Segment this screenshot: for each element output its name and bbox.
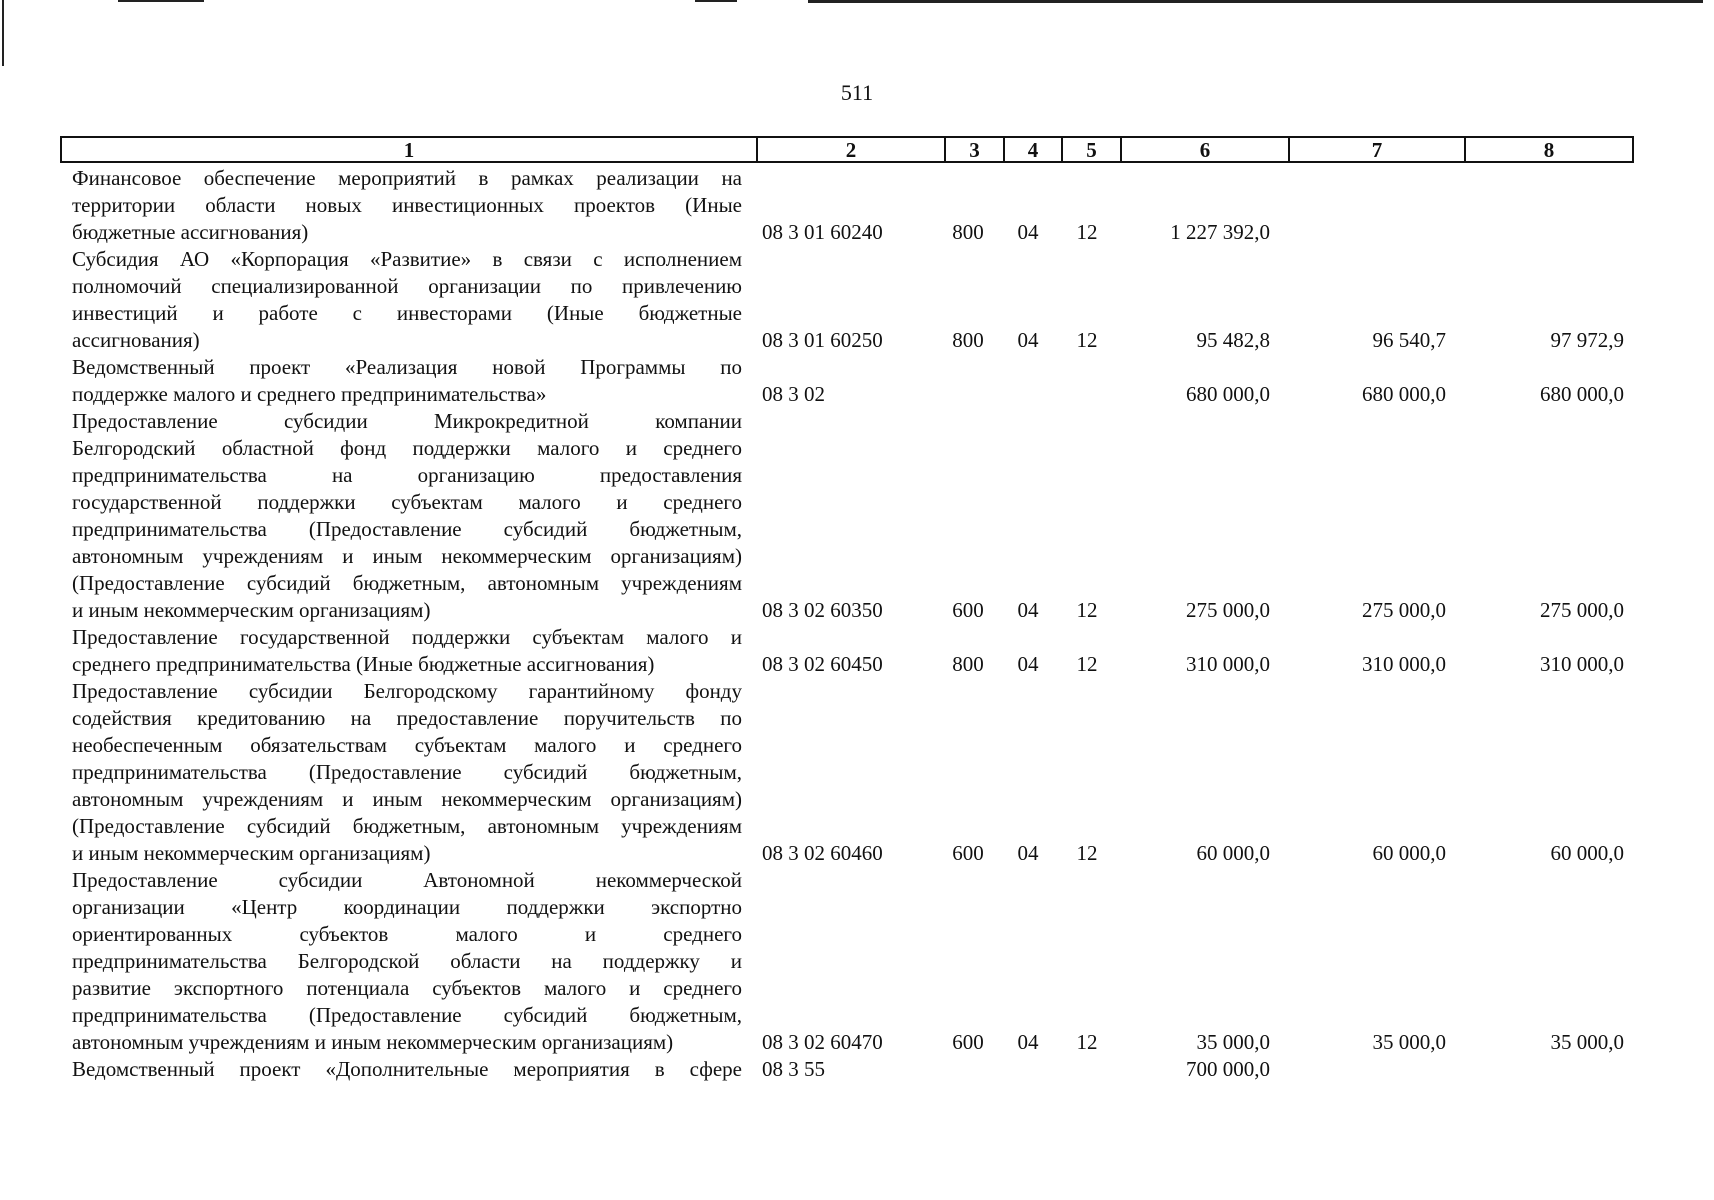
description-line: ориентированных субъектов малого и среднего: [72, 922, 742, 946]
row-col-4: 04: [1017, 1030, 1039, 1054]
row-code: 08 3 02 60460: [762, 841, 883, 865]
row-description: [72, 867, 742, 1056]
description-line: Предоставление субсидии Микрокредитной компании: [72, 409, 742, 433]
row-col-7: 60 000,0: [1372, 841, 1446, 865]
row-col-5: 12: [1076, 220, 1098, 244]
row-col-6: 310 000,0: [1186, 652, 1270, 676]
scan-mark-top-1: [118, 0, 204, 2]
row-col-7: 35 000,0: [1372, 1030, 1446, 1054]
description-line: предпринимательства на организацию предоставления: [72, 463, 742, 487]
description-line: инвестиций и работе с инвесторами (Иные бюджетные: [72, 301, 742, 325]
description-line: предпринимательства Белгородской области на поддержку и: [72, 949, 742, 973]
row-col-3: 800: [952, 652, 984, 676]
row-col-3: 600: [952, 598, 984, 622]
row-col-6: 680 000,0: [1186, 382, 1270, 406]
row-code: 08 3 02 60470: [762, 1030, 883, 1054]
row-description: [72, 246, 742, 354]
header-col-6: 6: [1120, 138, 1288, 161]
scan-mark-left: [2, 0, 4, 66]
header-col-4: 4: [1003, 138, 1061, 161]
page-number: 511: [840, 80, 874, 105]
description-line: Предоставление субсидии Белгородскому гарантийному фонду: [72, 679, 742, 703]
row-col-5: 12: [1076, 841, 1098, 865]
row-col-3: 800: [952, 220, 984, 244]
description-line: среднего предпринимательства (Иные бюджетные ассигнования): [72, 652, 655, 676]
description-line: Финансовое обеспечение мероприятий в рамках реализации на: [72, 166, 742, 190]
row-description: [72, 354, 742, 408]
description-line: ассигнования): [72, 328, 200, 352]
row-code: 08 3 01 60250: [762, 328, 883, 352]
row-col-8: 35 000,0: [1550, 1030, 1624, 1054]
row-description: [72, 678, 742, 867]
description-line: автономным учреждениям и иным некоммерческим организациям): [72, 1030, 674, 1054]
row-code: 08 3 02 60350: [762, 598, 883, 622]
row-col-7: 275 000,0: [1362, 598, 1446, 622]
row-col-7: 680 000,0: [1362, 382, 1446, 406]
row-col-6: 275 000,0: [1186, 598, 1270, 622]
row-description: [72, 165, 742, 246]
description-line: и иным некоммерческим организациям): [72, 598, 431, 622]
description-line: государственной поддержки субъектам малого и среднего: [72, 490, 742, 514]
scan-mark-top-3: [808, 0, 1703, 3]
row-col-3: 800: [952, 328, 984, 352]
description-line: (Предоставление субсидий бюджетным, автономным учреждениям: [72, 814, 742, 838]
row-col-5: 12: [1076, 1030, 1098, 1054]
description-line: автономным учреждениям и иным некоммерческим организациям): [72, 787, 742, 811]
row-col-6: 60 000,0: [1196, 841, 1270, 865]
row-col-3: 600: [952, 841, 984, 865]
description-line: поддержке малого и среднего предпринимательства»: [72, 382, 547, 406]
description-line: бюджетные ассигнования): [72, 220, 309, 244]
description-line: Предоставление государственной поддержки субъектам малого и: [72, 625, 742, 649]
row-col-4: 04: [1017, 841, 1039, 865]
description-line: Ведомственный проект «Реализация новой Программы по: [72, 355, 742, 379]
description-line: автономным учреждениям и иным некоммерческим организациям): [72, 544, 742, 568]
row-col-8: 680 000,0: [1540, 382, 1624, 406]
header-col-1: 1: [403, 138, 415, 162]
description-line: (Предоставление субсидий бюджетным, автономным учреждениям: [72, 571, 742, 595]
row-col-6: 1 227 392,0: [1170, 220, 1270, 244]
header-col-8: 8: [1464, 138, 1632, 161]
description-line: организации «Центр координации поддержки экспортно: [72, 895, 742, 919]
description-line: развитие экспортного потенциала субъектов малого и среднего: [72, 976, 742, 1000]
row-col-4: 04: [1017, 598, 1039, 622]
description-line: содействия кредитованию на предоставление поручительств по: [72, 706, 742, 730]
row-description: [72, 1056, 742, 1083]
description-line: Белгородский областной фонд поддержки малого и среднего: [72, 436, 742, 460]
row-col-4: 04: [1017, 220, 1039, 244]
description-line: полномочий специализированной организации по привлечению: [72, 274, 742, 298]
description-line: Субсидия АО «Корпорация «Развитие» в связи с исполнением: [72, 247, 742, 271]
row-description: [72, 624, 742, 678]
row-code: 08 3 01 60240: [762, 220, 883, 244]
description-line: Ведомственный проект «Дополнительные мероприятия в сфере: [72, 1057, 742, 1081]
row-col-3: 600: [952, 1030, 984, 1054]
row-code: 08 3 55: [762, 1057, 825, 1081]
row-col-6: 700 000,0: [1186, 1057, 1270, 1081]
row-col-5: 12: [1076, 598, 1098, 622]
row-code: 08 3 02: [762, 382, 825, 406]
row-col-8: 60 000,0: [1550, 841, 1624, 865]
scan-mark-top-2: [695, 0, 737, 2]
row-col-5: 12: [1076, 652, 1098, 676]
row-col-7: 96 540,7: [1372, 328, 1446, 352]
description-line: предпринимательства (Предоставление субсидий бюджетным,: [72, 760, 742, 784]
row-code: 08 3 02 60450: [762, 652, 883, 676]
row-col-8: 97 972,9: [1550, 328, 1624, 352]
header-col-3: 3: [944, 138, 1003, 161]
row-col-8: 275 000,0: [1540, 598, 1624, 622]
row-col-6: 35 000,0: [1196, 1030, 1270, 1054]
header-col-7: 7: [1288, 138, 1464, 161]
row-description: [72, 408, 742, 624]
header-col-2: 2: [756, 138, 944, 161]
row-col-8: 310 000,0: [1540, 652, 1624, 676]
header-col-5: 5: [1061, 138, 1120, 161]
row-col-4: 04: [1017, 652, 1039, 676]
row-col-4: 04: [1017, 328, 1039, 352]
row-col-6: 95 482,8: [1196, 328, 1270, 352]
table-header: [60, 136, 1634, 163]
description-line: и иным некоммерческим организациям): [72, 841, 431, 865]
description-line: предпринимательства (Предоставление субсидий бюджетным,: [72, 1003, 742, 1027]
row-col-7: 310 000,0: [1362, 652, 1446, 676]
description-line: необеспеченным обязательствам субъектам малого и среднего: [72, 733, 742, 757]
description-line: Предоставление субсидии Автономной некоммерческой: [72, 868, 742, 892]
description-line: территории области новых инвестиционных проектов (Иные: [72, 193, 742, 217]
row-col-5: 12: [1076, 328, 1098, 352]
description-line: предпринимательства (Предоставление субсидий бюджетным,: [72, 517, 742, 541]
